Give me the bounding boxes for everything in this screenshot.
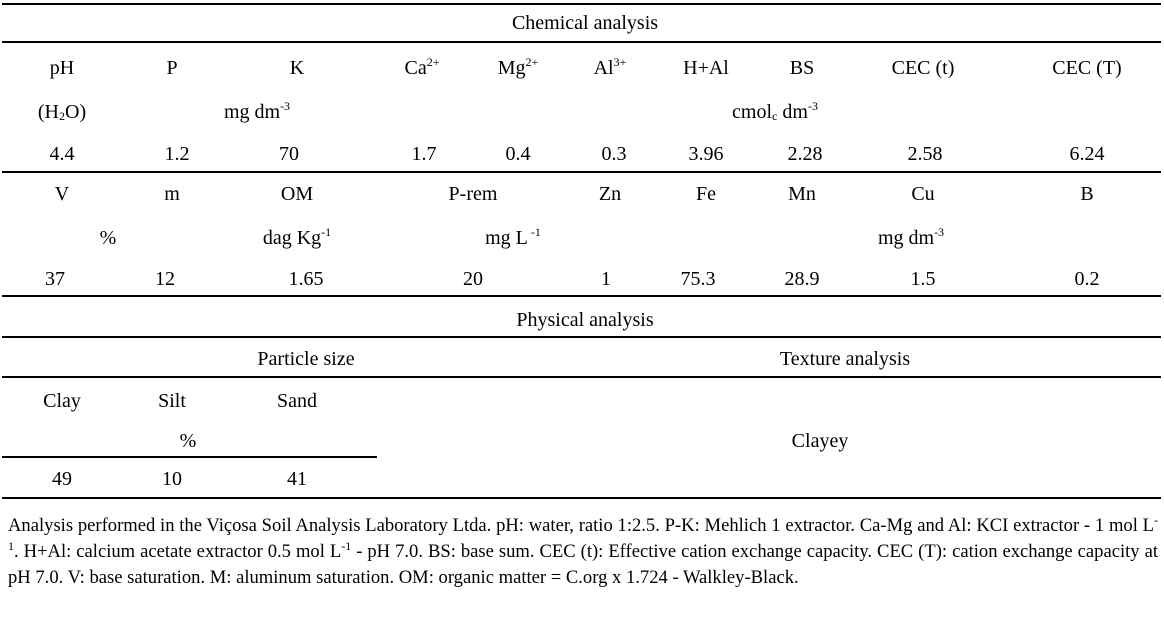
unit-dag-sup: -1: [321, 225, 332, 239]
header-k: K: [289, 57, 305, 79]
texture-analysis-header: Texture analysis: [779, 348, 911, 370]
rule-particle-size: [2, 376, 1161, 378]
value-cu: 1.5: [910, 268, 936, 290]
rule-top: [2, 3, 1161, 5]
value-p-rem: 20: [463, 268, 483, 290]
rule-chemical-bottom: [2, 295, 1161, 297]
unit-mg-dm3-sup: -3: [280, 99, 291, 113]
value-zn: 1: [601, 268, 611, 290]
value-bs: 2.28: [787, 143, 823, 165]
value-k: 70: [279, 143, 299, 165]
header-om: OM: [280, 183, 314, 205]
header-sand: Sand: [277, 390, 317, 412]
unit-cmol-label: cmol: [732, 101, 773, 123]
header-zn: Zn: [598, 183, 622, 205]
unit-dag-kg: [263, 226, 331, 250]
header-mg-label: Mg: [497, 57, 526, 79]
header-p-rem: P-rem: [448, 183, 498, 205]
header-al-sup: 3+: [613, 55, 627, 69]
header-silt: Silt: [158, 390, 186, 412]
header-hal: H+Al: [683, 57, 729, 79]
header-bs: BS: [789, 57, 815, 79]
value-v: 37: [45, 268, 65, 290]
footnote-part-3: - pH 7.0. BS: base sum. CEC (t): Effective cation exchange capacity. CEC (T): cation exchange capacity at pH 7.0. V: base saturation. M: aluminum saturation. OM: organic matter = C.org x 1.724 - Walkley-Black.: [8, 541, 1158, 588]
header-cec-t-effective: CEC (t): [891, 57, 955, 79]
unit-particle-percent: %: [179, 430, 197, 452]
header-mn: Mn: [788, 183, 816, 205]
value-m: 12: [155, 268, 175, 290]
value-ph: 4.4: [49, 143, 75, 165]
header-cu: Cu: [911, 183, 935, 205]
value-hal: 3.96: [688, 143, 724, 165]
unit-cmolc-dm3: [732, 100, 818, 124]
unit-mg-dm3-micro: [878, 226, 944, 250]
value-fe: 75.3: [680, 268, 716, 290]
unit-cmol-sub: c: [772, 109, 778, 123]
value-silt: 10: [162, 468, 182, 490]
table-footnote: [8, 513, 1158, 591]
unit-mg-l-sup: -1: [527, 225, 541, 239]
value-clay: 49: [52, 468, 72, 490]
physical-analysis-title: Physical analysis: [516, 309, 654, 331]
rule-physical-title: [2, 336, 1161, 338]
rule-chemical-title: [2, 41, 1161, 43]
unit-ph-pre: (H: [37, 101, 59, 123]
value-sand: 41: [287, 468, 307, 490]
rule-chemical-mid: [2, 171, 1161, 173]
header-cec-t-total: CEC (T): [1052, 57, 1122, 79]
unit-cmol-post: dm: [777, 101, 808, 123]
value-cec-t-effective: 2.58: [907, 143, 943, 165]
texture-value: Clayey: [791, 430, 849, 452]
header-mg: [498, 56, 539, 80]
header-ph: pH: [49, 57, 75, 79]
header-ca-label: Ca: [404, 57, 427, 79]
value-mn: 28.9: [784, 268, 820, 290]
unit-mg-dm3-micro-label: mg dm: [877, 227, 935, 249]
value-al: 0.3: [601, 143, 627, 165]
unit-mg-dm3: [224, 100, 290, 124]
header-mg-sup: 2+: [525, 55, 539, 69]
header-al: [594, 56, 627, 80]
footnote-part-1: Analysis performed in the Viçosa Soil Analysis Laboratory Ltda. pH: water, ratio 1:2.5. P-K: Mehlich 1 extractor. Ca-Mg and Al: KCI extractor - 1 mol L: [8, 515, 1154, 536]
unit-percent: %: [99, 227, 117, 249]
unit-ph-post: O): [65, 101, 87, 123]
value-om: 1.65: [288, 268, 324, 290]
value-ca: 1.7: [411, 143, 437, 165]
unit-dag-label: dag Kg: [262, 227, 322, 249]
header-ca-sup: 2+: [426, 55, 440, 69]
unit-ph-water: [38, 100, 86, 124]
footnote-part-2: . H+Al: calcium acetate extractor 0.5 mol L: [14, 541, 342, 562]
footnote-sup-1: -1: [8, 513, 1158, 553]
header-b: B: [1080, 183, 1094, 205]
header-clay: Clay: [43, 390, 81, 412]
header-fe: Fe: [696, 183, 716, 205]
unit-mg-dm3-micro-sup: -3: [934, 225, 945, 239]
value-b: 0.2: [1074, 268, 1100, 290]
header-m: m: [164, 183, 180, 205]
unit-ph-sub: 2: [59, 109, 65, 123]
header-al-label: Al: [593, 57, 614, 79]
header-v: V: [54, 183, 70, 205]
unit-mg-dm3-label: mg dm: [223, 101, 281, 123]
rule-bottom: [2, 497, 1161, 499]
header-ca: [405, 56, 440, 80]
footnote-sup-2: -1: [341, 539, 352, 553]
header-p: P: [166, 57, 178, 79]
value-cec-t-total: 6.24: [1069, 143, 1105, 165]
unit-mg-l-label: mg L: [485, 227, 528, 249]
unit-cmol-sup: -3: [807, 99, 818, 113]
rule-particle-values: [2, 456, 377, 458]
unit-mg-l: [485, 226, 541, 250]
value-p: 1.2: [164, 143, 190, 165]
chemical-analysis-title: Chemical analysis: [511, 12, 659, 34]
value-mg: 0.4: [505, 143, 531, 165]
particle-size-header: Particle size: [257, 348, 355, 370]
